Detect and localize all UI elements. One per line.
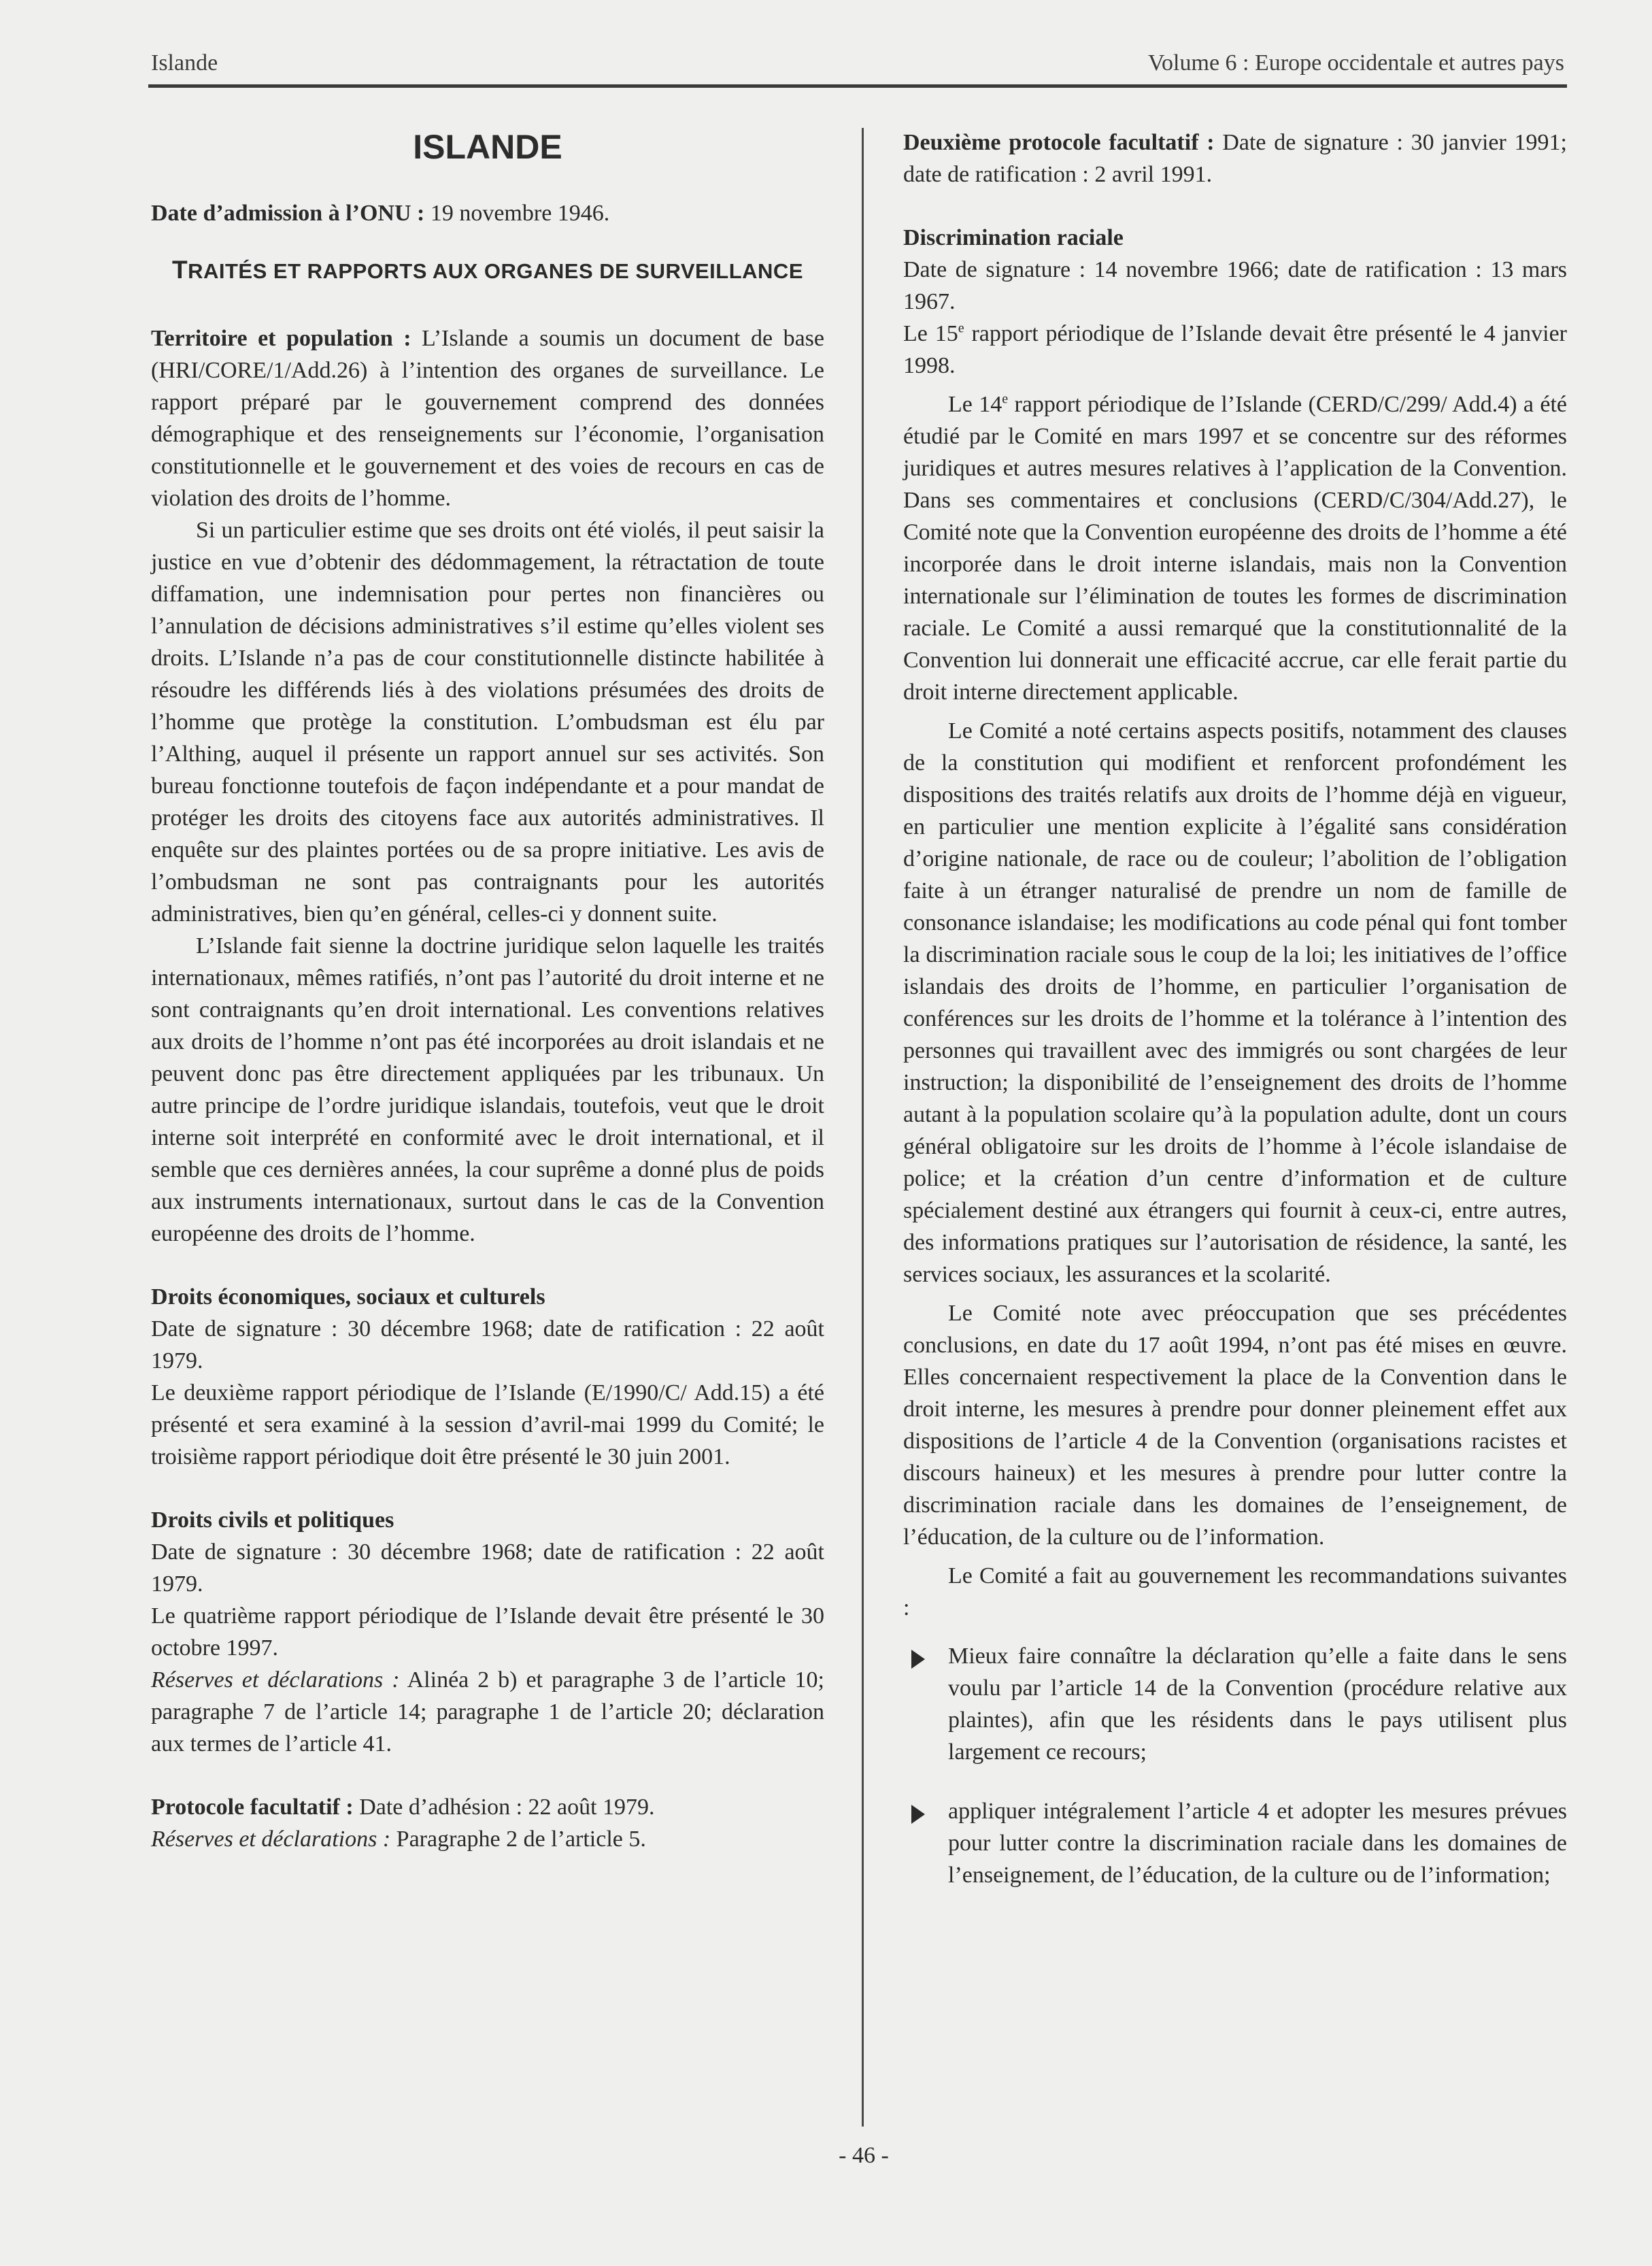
- doctrine-paragraph: L’Islande fait sienne la doctrine juridique selon laquelle les traités internationaux, mêmes ratifiés, n’ont pas l’autorité du droit interne et ne sont contraignants qu’en droit international. Les conventions relatives aux droits de l’homme n’ont pas été incorporées au droit islandais et ne peuvent donc pas être directement appliquées par les tribunaux. Un autre principe de l’ordre juridique islandais, toutefois, veut que le droit interne soit interprété en conformité avec le droit international, et il semble que ces dernières années, la cour suprême a donné plus de poids aux instruments internationaux, surtout dans le cas de la Convention européenne des droits de l’homme.: [151, 933, 824, 1246]
- esc-dates: Date de signature : 30 décembre 1968; date de ratification : 22 août 1979.: [151, 1316, 824, 1373]
- race-heading: Discrimination raciale: [903, 225, 1124, 250]
- recommendations-list: [903, 1640, 1567, 1891]
- second-protocol: [903, 127, 1567, 190]
- admission-label: Date d’admission à l’ONU :: [151, 201, 425, 226]
- second-protocol-label: Deuxième protocole facultatif :: [903, 130, 1215, 155]
- race-report-sup: e: [958, 320, 964, 336]
- positive-aspects-paragraph: Le Comité a noté certains aspects positifs, notamment des clauses de la constitution qui modifient et renforcent profondément les dispositions des traités relatifs aux droits de l’homme déjà en vigueur, en particulier une mention explicite à l’égalité sans considération d’origine nationale, de race ou de couleur; l’abolition de l’obligation faite à un étranger naturalisé de prendre un nom de famille de consonance islandaise; les modifications au code pénal qui font tomber la discrimination raciale sous le coup de la loi; les initiatives de l’office islandais des droits de l’homme, en particulier l’organisation de conférences sur les droits de l’homme et la tolérance à l’intention des personnes qui travaillent avec des immigrés ou sont chargées de leur instruction; la disponibilité de l’enseignement des droits de l’homme autant à la population scolaire qu’à la population adulte, dont un cours général obligatoire sur les droits de l’homme à l’école islandaise de police; et la création d’un centre d’information et de culture spécialement destiné aux étrangers qui fournit à ceux-ci, entre autres, des informations pratiques sur l’autorisation de résidence, la santé, les services sociaux, les assurances et la scolarité.: [903, 718, 1567, 1287]
- column-divider: [862, 128, 864, 2127]
- admission-date: [151, 197, 824, 229]
- section-heading: [151, 254, 824, 287]
- list-item-text: Mieux faire connaître la déclaration qu’elle a faite dans le sens voulu par l’article 14 de la Convention (procédure relative aux plaintes), afin que les résidents dans le pays utilisent plus largement ce recours;: [948, 1644, 1567, 1765]
- list-item: [903, 1640, 1567, 1768]
- optional-protocol-text: Date d’adhésion : 22 août 1979.: [353, 1795, 655, 1820]
- page-number: - 46 -: [839, 2143, 889, 2168]
- triangle-bullet-icon: [911, 1650, 925, 1669]
- p1-b: rapport périodique de l’Islande (CERD/C/299/ Add.4) a été étudié par le Comité en mars 1997 et se concentre sur des réformes juridiques et autres mesures relatives à l’application de la Convention. Dans ses commentaires et conclusions (CERD/C/304/Add.27), le Comité note que la Convention européenne des droits de l’homme a été incorporée dans le droit interne islandais, mais non la Convention internationale sur l’élimination de toutes les formes de discrimination raciale. Le Comité a aussi remarqué que la constitutionnalité de la Convention lui donnerait une efficacité accrue, car elle ferait partie du droit interne directement applicable.: [903, 392, 1568, 705]
- header-volume: Volume 6 : Europe occidentale et autres pays: [1147, 50, 1564, 76]
- race-dates: Date de signature : 14 novembre 1966; date de ratification : 13 mars 1967.: [903, 257, 1567, 314]
- optional-protocol-reservations: [151, 1823, 824, 1855]
- cp-reservations: [151, 1664, 824, 1760]
- op-reservations-label: Réserves et déclarations :: [151, 1827, 391, 1852]
- esc-heading: Droits économiques, sociaux et culturels: [151, 1284, 545, 1310]
- esc-report: Le deuxième rapport périodique de l’Islande (E/1990/C/ Add.15) a été présenté et sera examiné à la session d’avril-mai 1999 du Comité; le troisième rapport périodique doit être présenté le 30 juin 2001.: [151, 1380, 824, 1469]
- territory-label: Territoire et population :: [151, 326, 411, 351]
- cp-report: Le quatrième rapport périodique de l’Islande devait être présenté le 30 octobre 1997.: [151, 1603, 824, 1661]
- op-reservations-text: Paragraphe 2 de l’article 5.: [390, 1827, 646, 1852]
- territory-paragraph: [151, 322, 824, 514]
- triangle-bullet-icon: [911, 1805, 925, 1824]
- section-heading-rest: RAITÉS ET RAPPORTS AUX ORGANES DE SURVEILLANCE: [188, 259, 803, 283]
- cp-reservations-label: Réserves et déclarations :: [151, 1667, 400, 1693]
- race-report-b: rapport périodique de l’Islande devait être présenté le 4 janvier 1998.: [903, 321, 1567, 378]
- section-heading-initial: T: [172, 256, 188, 284]
- right-column: [903, 127, 1567, 1918]
- race-report-a: Le 15: [903, 321, 958, 346]
- remedies-paragraph: Si un particulier estime que ses droits ont été violés, il peut saisir la justice en vue d’obtenir des dédommagement, la rétractation de toute diffamation, une indemnisation pour pertes non financières ou l’annulation de décisions administratives s’il estime qu’elles violent ses droits. L’Islande n’a pas de cour constitutionnelle distincte habilitée à résoudre les différends liés à des violations présumées des droits de l’homme que protège la constitution. L’ombudsman est élu par l’Althing, auquel il présente un rapport annuel sur ses activités. Son bureau fonctionne toutefois de façon indépendante et a pour mandat de protéger les droits des citoyens face aux autorités administratives. Il enquête sur des plaintes portées ou de sa propre initiative. Les avis de l’ombudsman ne sont pas contraignants pour les autorités administratives, bien qu’en général, celles-ci y donnent suite.: [151, 518, 824, 927]
- concerns-paragraph: Le Comité note avec préoccupation que ses précédentes conclusions, en date du 17 août 1994, n’ont pas été mises en œuvre. Elles concernaient respectivement la place de la Convention dans le droit interne, les mesures à prendre pour donner pleinement effet aux dispositions de l’article 4 de la Convention (organisations racistes et discours haineux) et les mesures à prendre pour lutter contre la discrimination raciale dans les domaines de l’enseignement, de l’éducation, de la culture ou de l’information.: [903, 1301, 1567, 1550]
- cp-dates: Date de signature : 30 décembre 1968; date de ratification : 22 août 1979.: [151, 1539, 824, 1597]
- list-item: [903, 1795, 1567, 1891]
- running-header: [148, 46, 1567, 88]
- cerd-review-paragraph: [903, 388, 1567, 708]
- territory-text: L’Islande a soumis un document de base (HRI/CORE/1/Add.26) à l’intention des organes de surveillance. Le rapport préparé par le gouvernement comprend des données démographique et des renseignements sur l’économie, l’organisation constitutionnelle et le gouvernement et des voies de recours en cas de violation des droits de l’homme.: [151, 326, 824, 511]
- list-item-text: appliquer intégralement l’article 4 et adopter les mesures prévues pour lutter contre la discrimination raciale dans les domaines de l’enseignement, de l’éducation, de la culture ou de l’information;: [948, 1799, 1567, 1888]
- p1-sup: e: [1002, 391, 1009, 407]
- header-country: Islande: [151, 50, 218, 76]
- recommendations-intro: Le Comité a fait au gouvernement les recommandations suivantes :: [903, 1563, 1567, 1620]
- admission-value: 19 novembre 1946.: [424, 201, 610, 226]
- cp-reservations-text: Alinéa 2 b) et paragraphe 3 de l’article 10; paragraphe 7 de l’article 14; paragraphe 1 de l’article 20; déclaration aux termes de l’article 41.: [151, 1667, 825, 1756]
- second-protocol-text: Date de signature : 30 janvier 1991; date de ratification : 2 avril 1991.: [903, 130, 1568, 187]
- left-column: [151, 127, 824, 1855]
- optional-protocol: [151, 1791, 824, 1823]
- race-report: [903, 318, 1567, 382]
- page-title: ISLANDE: [413, 128, 562, 166]
- optional-protocol-label: Protocole facultatif :: [151, 1795, 354, 1820]
- p1-a: Le 14: [948, 392, 1002, 417]
- cp-heading: Droits civils et politiques: [151, 1507, 394, 1533]
